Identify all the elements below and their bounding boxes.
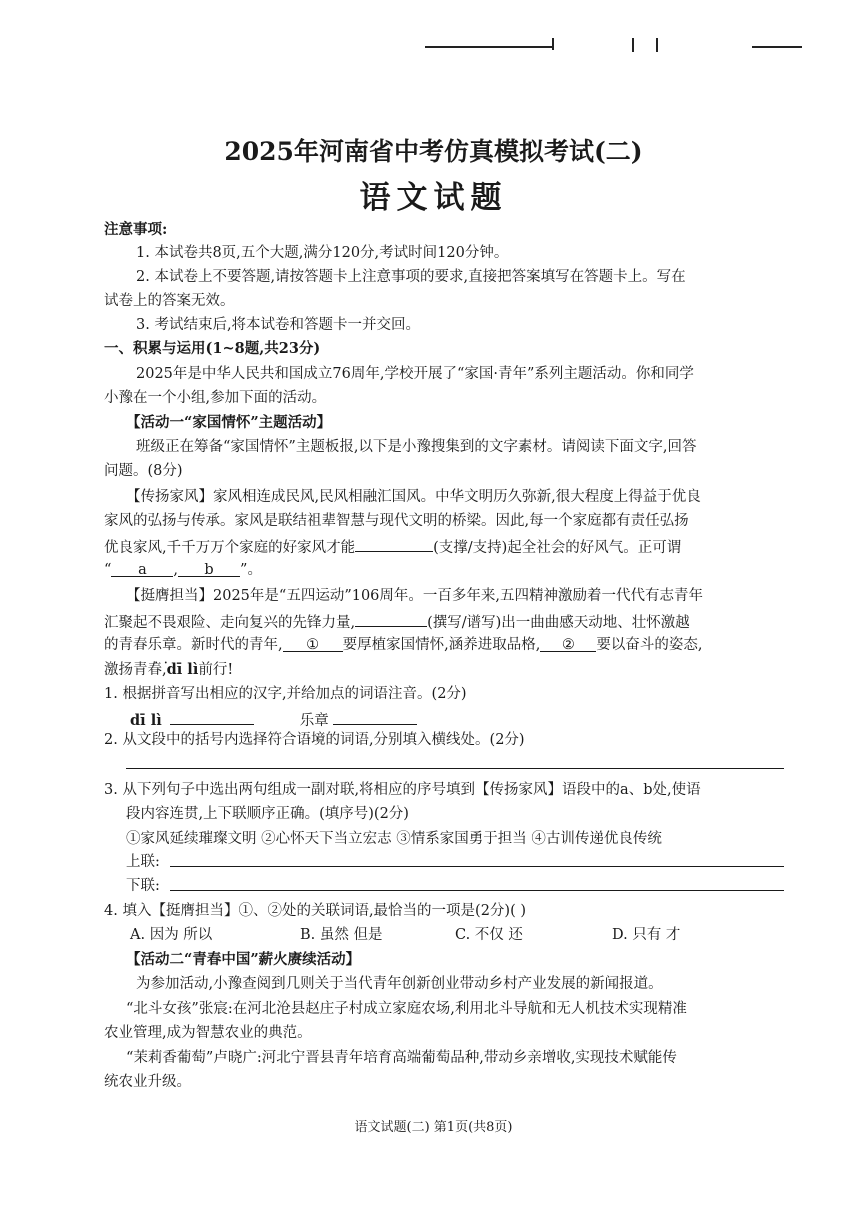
question-4: 4. 填入【挺膺担当】①、②处的关联词语,最恰当的一项是(2分)( ) (104, 903, 527, 919)
passage-text: 。新时代的青年, (176, 637, 283, 653)
blank-2-label: ② (561, 637, 575, 653)
exam-subject: 语文试题 (359, 180, 508, 216)
news-2-line-2: 统农业升级。 (104, 1074, 191, 1090)
question-1-answers (130, 708, 417, 731)
news-1-line-2: 农业管理,成为智慧农业的典范。 (104, 1025, 312, 1041)
page-footer: 语文试题(二) 第1页(共8页) (354, 1120, 513, 1135)
passage-text: 激扬青春, (104, 662, 167, 678)
passage-family-line-3 (104, 535, 681, 558)
blank-1-label: ① (306, 637, 320, 653)
notice-item-1: 1. 本试卷共8页,五个大题,满分120分,考试时间120分钟。 (136, 245, 509, 261)
news-2-line-1: “茉莉香葡萄”卢晓广:河北宁晋县青年培育高端葡萄品种,带动乡亲增收,实现技术赋能传 (126, 1050, 677, 1066)
activity-2-heading: 【活动二“青春中国”薪火赓续活动】 (126, 951, 361, 968)
notice-item-2-cont: 试卷上的答案无效。 (104, 293, 235, 309)
scan-tick-mark (552, 38, 554, 50)
section-intro-cont: 小豫在一个小组,参加下面的活动。 (104, 390, 327, 406)
answer-blank-word (333, 708, 417, 725)
passage-text: 要以奋斗的姿态, (596, 637, 703, 653)
blank-2 (540, 635, 596, 652)
activity-1-heading: 【活动一“家国情怀”主题活动】 (126, 414, 332, 431)
news-1-line-1: “北斗女孩”张宸:在河北沧县赵庄子村成立家庭农场,利用北斗导航和无人机技术实现精准 (126, 1001, 687, 1017)
answer-line (126, 768, 784, 769)
passage-family-line-1: 【传扬家风】家风相连成民风,民风相融汇国风。中华文明历久弥新,很大程度上得益于优良 (126, 489, 701, 505)
option-a: A. 因为 所以 (130, 927, 213, 943)
passage-text: 前行! (198, 662, 234, 678)
activity-1-desc-cont: 问题。(8分) (104, 463, 183, 479)
pinyin-text: dī lì (166, 661, 199, 678)
passage-text: (撰写/谱写)出一曲曲感天动地、壮怀激越 (427, 615, 690, 631)
quote-end: ”。 (240, 562, 262, 578)
lower-couplet-label: 下联: (126, 878, 160, 894)
passage-duty-line-4 (104, 660, 233, 680)
passage-text: 要厚植家国情怀,涵养进取品格, (342, 637, 541, 653)
blank-a (111, 560, 173, 577)
activity-2-desc: 为参加活动,小豫查阅到几则关于当代青年创新创业带动乡村产业发展的新闻报道。 (136, 976, 663, 992)
dotted-word-prompt: 乐章 • • (300, 713, 329, 729)
scan-line-mark (752, 46, 802, 48)
passage-duty-line-2 (104, 610, 690, 633)
upper-couplet-label: 上联: (126, 854, 160, 870)
question-3: 3. 从下列句子中选出两句组成一副对联,将相应的序号填到【传扬家风】语段中的a、b处,使语 (104, 782, 701, 798)
passage-text: 汇聚起不畏艰险、走向复兴的先锋力量, (104, 615, 356, 631)
option-c: C. 不仅 还 (455, 927, 523, 943)
question-3-cont: 段内容连贯,上下联顺序正确。(填序号)(2分) (126, 806, 409, 822)
scan-tick-mark (656, 38, 658, 52)
blank-b (178, 560, 240, 577)
passage-family-line-2: 家风的弘扬与传承。家风是联结祖辈智慧与现代文明的桥梁。因此,每一个家庭都有责任弘扬 (104, 513, 689, 529)
comma: , (173, 562, 179, 578)
scan-tick-mark (632, 38, 634, 52)
passage-duty-line-3 (104, 635, 702, 655)
passage-family-line-4 (104, 560, 262, 580)
exam-title: 2025年河南省中考仿真模拟考试(二) (224, 137, 643, 166)
option-b: B. 虽然 但是 (300, 927, 383, 943)
passage-text: (支撑/支持)起全社会的好风气。正可谓 (433, 540, 682, 556)
option-d: D. 只有 才 (612, 927, 681, 943)
answer-blank (355, 610, 427, 627)
blank-a-label: a (138, 562, 147, 578)
answer-blank-pinyin (170, 708, 254, 725)
lower-couplet-line (170, 890, 784, 891)
activity-1-desc: 班级正在筹备“家国情怀”主题板报,以下是小豫搜集到的文字素材。请阅读下面文字,回答 (136, 439, 697, 455)
pinyin-prompt: dī lì (130, 712, 162, 729)
question-2: 2. 从文段中的括号内选择符合语境的词语,分别填入横线处。(2分) (104, 732, 525, 748)
notice-item-2: 2. 本试卷上不要答题,请按答题卡上注意事项的要求,直接把答案填写在答题卡上。写在 (136, 269, 686, 285)
blank-b-label: b (204, 562, 214, 578)
notice-item-3: 3. 考试结束后,将本试卷和答题卡一并交回。 (136, 317, 421, 333)
quote-mark: “ (104, 562, 112, 578)
section-heading: 一、积累与运用(1~8题,共23分) (104, 340, 321, 357)
passage-text: 优良家风,千千万万个家庭的好家风才能 (104, 540, 356, 556)
upper-couplet-line (170, 866, 784, 867)
section-intro: 2025年是中华人民共和国成立76周年,学校开展了“家国·青年”系列主题活动。你和同学 (136, 366, 694, 382)
dotted-word: 乐章 • • (148, 637, 177, 653)
scan-line-mark (425, 46, 553, 48)
blank-1 (283, 635, 343, 652)
passage-duty-line-1: 【挺膺担当】2025年是“五四运动”106周年。一百多年来,五四精神激励着一代代有志青年 (126, 588, 704, 604)
answer-blank (355, 535, 433, 552)
notice-heading: 注意事项: (104, 221, 168, 238)
passage-text: 的青春 (104, 637, 148, 653)
question-1: 1. 根据拼音写出相应的汉字,并给加点的词语注音。(2分) (104, 686, 467, 702)
question-3-options: ①家风延续璀璨文明 ②心怀天下当立宏志 ③情系家国勇于担当 ④古训传递优良传统 (126, 831, 662, 847)
